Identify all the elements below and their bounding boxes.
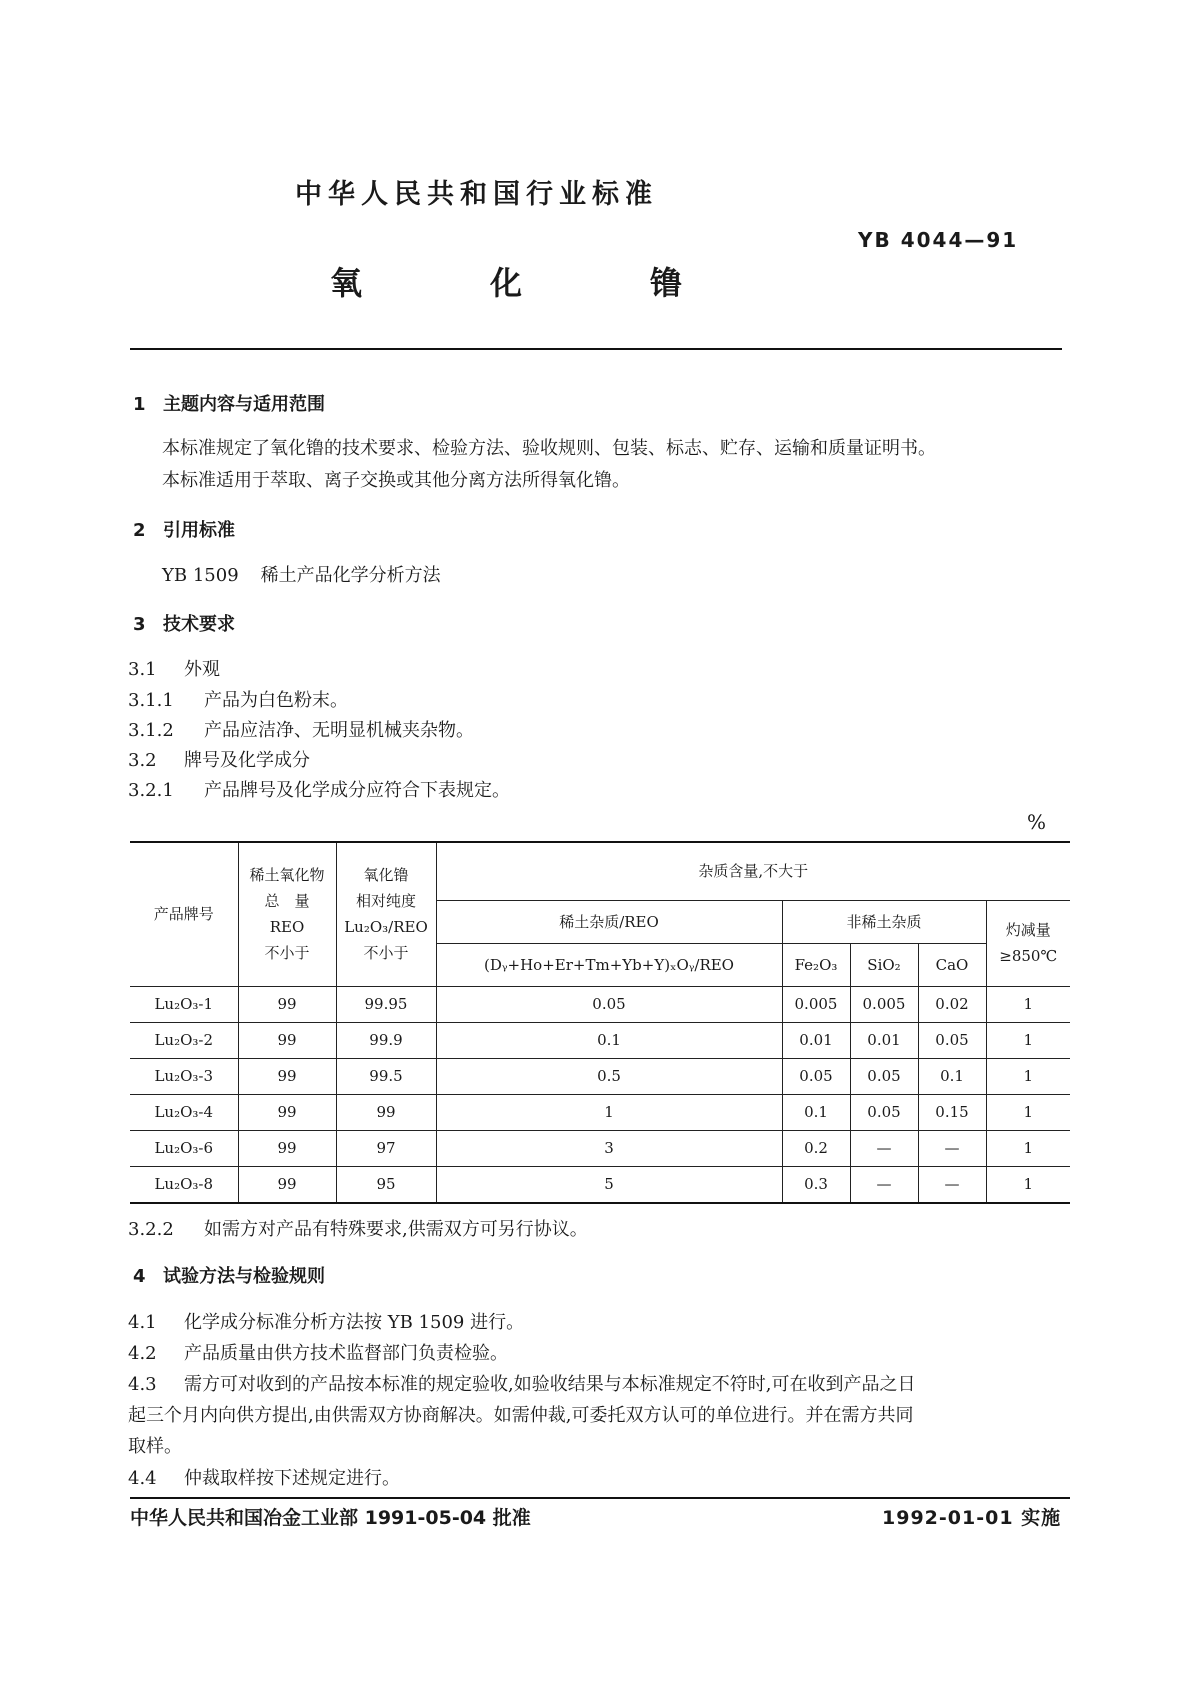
effective-date: 1992-01-01 实施 <box>882 1507 1062 1529</box>
cell-loi: 1 <box>986 986 1070 1022</box>
header-line: 稀土氧化物 <box>249 866 325 885</box>
clause-number: 3.2.1 <box>128 780 174 801</box>
clause <box>128 1215 588 1241</box>
table-row <box>130 1058 1070 1094</box>
standard-code: YB 4044—91 <box>858 228 1019 252</box>
section-title: 引用标准 <box>163 520 235 541</box>
cell-cao: 0.05 <box>918 1022 986 1058</box>
title-char: 镥 <box>650 264 683 302</box>
clause-text: 外观 <box>184 659 220 680</box>
cell-cao: 0.15 <box>918 1094 986 1130</box>
header-loi <box>986 900 1070 986</box>
cell-loi: 1 <box>986 1058 1070 1094</box>
section-number: 1 <box>133 394 146 415</box>
cell-fe2o3: 0.1 <box>782 1094 850 1130</box>
footer-rule <box>130 1497 1070 1499</box>
table-row <box>130 986 1070 1022</box>
table-row <box>130 1130 1070 1166</box>
header-line: 灼减量 <box>1005 921 1051 939</box>
header-line: 总 量 <box>264 892 310 911</box>
header-impurity-group: 杂质含量,不大于 <box>436 842 1070 900</box>
header-line: Lu₂O₃/REO <box>344 918 428 937</box>
cell-re-impurity: 5 <box>436 1166 782 1203</box>
cell-cao: — <box>918 1130 986 1166</box>
clause-text: 如需方对产品有特殊要求,供需双方可另行协议。 <box>204 1219 588 1240</box>
clause-continuation: 取样。 <box>128 1436 182 1457</box>
cell-reo: 99 <box>238 1130 336 1166</box>
cell-cao: 0.1 <box>918 1058 986 1094</box>
cell-grade: Lu₂O₃-6 <box>130 1130 238 1166</box>
cell-re-impurity: 0.1 <box>436 1022 782 1058</box>
clause-number: 3.2 <box>128 750 157 771</box>
clause <box>128 686 348 712</box>
header-reo-total <box>238 842 336 986</box>
cell-sio2: — <box>850 1166 918 1203</box>
cell-reo: 99 <box>238 1166 336 1203</box>
header-cao: CaO <box>918 943 986 986</box>
cell-fe2o3: 0.01 <box>782 1022 850 1058</box>
cell-re-impurity: 0.05 <box>436 986 782 1022</box>
header-line: 相对纯度 <box>355 892 416 911</box>
table-row <box>130 1022 1070 1058</box>
clause-continuation: 起三个月内向供方提出,由供需双方协商解决。如需仲裁,可委托双方认可的单位进行。并在需方共同 <box>128 1405 914 1426</box>
clause-number: 4.1 <box>128 1312 157 1333</box>
section-2-heading <box>133 516 235 542</box>
clause <box>128 1464 400 1490</box>
cell-fe2o3: 0.05 <box>782 1058 850 1094</box>
clause <box>128 1308 524 1334</box>
section-number: 2 <box>133 520 146 541</box>
header-grade: 产品牌号 <box>130 842 238 986</box>
document-title <box>330 258 810 304</box>
clause-text: 化学成分标准分析方法按 YB 1509 进行。 <box>184 1312 525 1333</box>
title-char: 化 <box>490 264 523 302</box>
section-4-heading <box>133 1262 325 1288</box>
header-non-re-impurity: 非稀土杂质 <box>782 900 986 943</box>
clause-text: 需方可对收到的产品按本标准的规定验收,如验收结果与本标准规定不符时,可在收到产品之日 <box>184 1374 916 1395</box>
cell-purity: 97 <box>336 1130 436 1166</box>
header-re-impurity-formula: (Dᵧ+Ho+Er+Tm+Yb+Y)ₓOᵧ/REO <box>436 943 782 986</box>
table-row <box>130 1166 1070 1203</box>
clause-number: 3.2.2 <box>128 1219 174 1240</box>
table-unit: % <box>1027 810 1047 834</box>
cell-sio2: 0.01 <box>850 1022 918 1058</box>
cell-fe2o3: 0.3 <box>782 1166 850 1203</box>
cell-loi: 1 <box>986 1130 1070 1166</box>
section-number: 3 <box>133 614 146 635</box>
cell-purity: 95 <box>336 1166 436 1203</box>
cell-grade: Lu₂O₃-2 <box>130 1022 238 1058</box>
cell-re-impurity: 0.5 <box>436 1058 782 1094</box>
cell-re-impurity: 3 <box>436 1130 782 1166</box>
header-line: REO <box>269 918 305 937</box>
cell-purity: 99.5 <box>336 1058 436 1094</box>
clause-text: 牌号及化学成分 <box>184 750 310 771</box>
reference-code: YB 1509 <box>162 565 239 586</box>
clause-number: 4.3 <box>128 1374 157 1395</box>
reference-item <box>162 561 441 587</box>
cell-cao: 0.02 <box>918 986 986 1022</box>
cell-reo: 99 <box>238 1094 336 1130</box>
clause-text: 仲裁取样按下述规定进行。 <box>184 1468 400 1489</box>
cell-purity: 99 <box>336 1094 436 1130</box>
header-line: 不小于 <box>264 944 310 963</box>
header-line: 不小于 <box>363 944 409 963</box>
cell-loi: 1 <box>986 1022 1070 1058</box>
title-char: 氧 <box>330 264 363 302</box>
cell-grade: Lu₂O₃-1 <box>130 986 238 1022</box>
cell-grade: Lu₂O₃-8 <box>130 1166 238 1203</box>
cell-grade: Lu₂O₃-4 <box>130 1094 238 1130</box>
clause-number: 4.4 <box>128 1468 157 1489</box>
cell-purity: 99.95 <box>336 986 436 1022</box>
cell-fe2o3: 0.2 <box>782 1130 850 1166</box>
clause-number: 3.1 <box>128 659 157 680</box>
section-3-heading <box>133 610 235 636</box>
section-title: 试验方法与检验规则 <box>163 1266 325 1287</box>
cell-sio2: 0.05 <box>850 1094 918 1130</box>
section-title: 技术要求 <box>163 614 235 635</box>
header-line: 氧化镥 <box>363 866 409 885</box>
clause-number: 3.1.2 <box>128 720 174 741</box>
paragraph: 本标准规定了氧化镥的技术要求、检验方法、验收规则、包装、标志、贮存、运输和质量证明书。 <box>162 438 936 459</box>
header-sio2: SiO₂ <box>850 943 918 986</box>
clause <box>128 655 220 681</box>
reference-title: 稀土产品化学分析方法 <box>260 565 441 586</box>
cell-purity: 99.9 <box>336 1022 436 1058</box>
clause-text: 产品应洁净、无明显机械夹杂物。 <box>204 720 474 741</box>
cell-cao: — <box>918 1166 986 1203</box>
header-re-impurity: 稀土杂质/REO <box>436 900 782 943</box>
cell-reo: 99 <box>238 986 336 1022</box>
section-number: 4 <box>133 1266 146 1287</box>
clause <box>128 776 510 802</box>
clause <box>128 746 310 772</box>
clause <box>128 716 474 742</box>
header-fe2o3: Fe₂O₃ <box>782 943 850 986</box>
clause-text: 产品为白色粉末。 <box>204 690 348 711</box>
header-line: ≥850℃ <box>999 947 1058 965</box>
table-row <box>130 1094 1070 1130</box>
cell-sio2: 0.05 <box>850 1058 918 1094</box>
clause-number: 4.2 <box>128 1343 157 1364</box>
cell-reo: 99 <box>238 1058 336 1094</box>
cell-sio2: 0.005 <box>850 986 918 1022</box>
composition-table <box>130 841 1070 1204</box>
cell-loi: 1 <box>986 1094 1070 1130</box>
cell-re-impurity: 1 <box>436 1094 782 1130</box>
cell-reo: 99 <box>238 1022 336 1058</box>
clause-text: 产品质量由供方技术监督部门负责检验。 <box>184 1343 508 1364</box>
header-purity <box>336 842 436 986</box>
clause <box>128 1339 508 1365</box>
clause-text: 产品牌号及化学成分应符合下表规定。 <box>204 780 510 801</box>
clause <box>128 1370 915 1396</box>
cell-fe2o3: 0.005 <box>782 986 850 1022</box>
header-rule <box>130 348 1062 350</box>
cell-loi: 1 <box>986 1166 1070 1203</box>
cell-sio2: — <box>850 1130 918 1166</box>
section-1-heading <box>133 390 325 416</box>
paragraph: 本标准适用于萃取、离子交换或其他分离方法所得氧化镥。 <box>162 470 630 491</box>
standard-type: 中华人民共和国行业标准 <box>295 179 658 210</box>
approval-note: 中华人民共和国冶金工业部 1991-05-04 批准 <box>130 1507 531 1529</box>
cell-grade: Lu₂O₃-3 <box>130 1058 238 1094</box>
clause-number: 3.1.1 <box>128 690 174 711</box>
section-title: 主题内容与适用范围 <box>163 394 325 415</box>
